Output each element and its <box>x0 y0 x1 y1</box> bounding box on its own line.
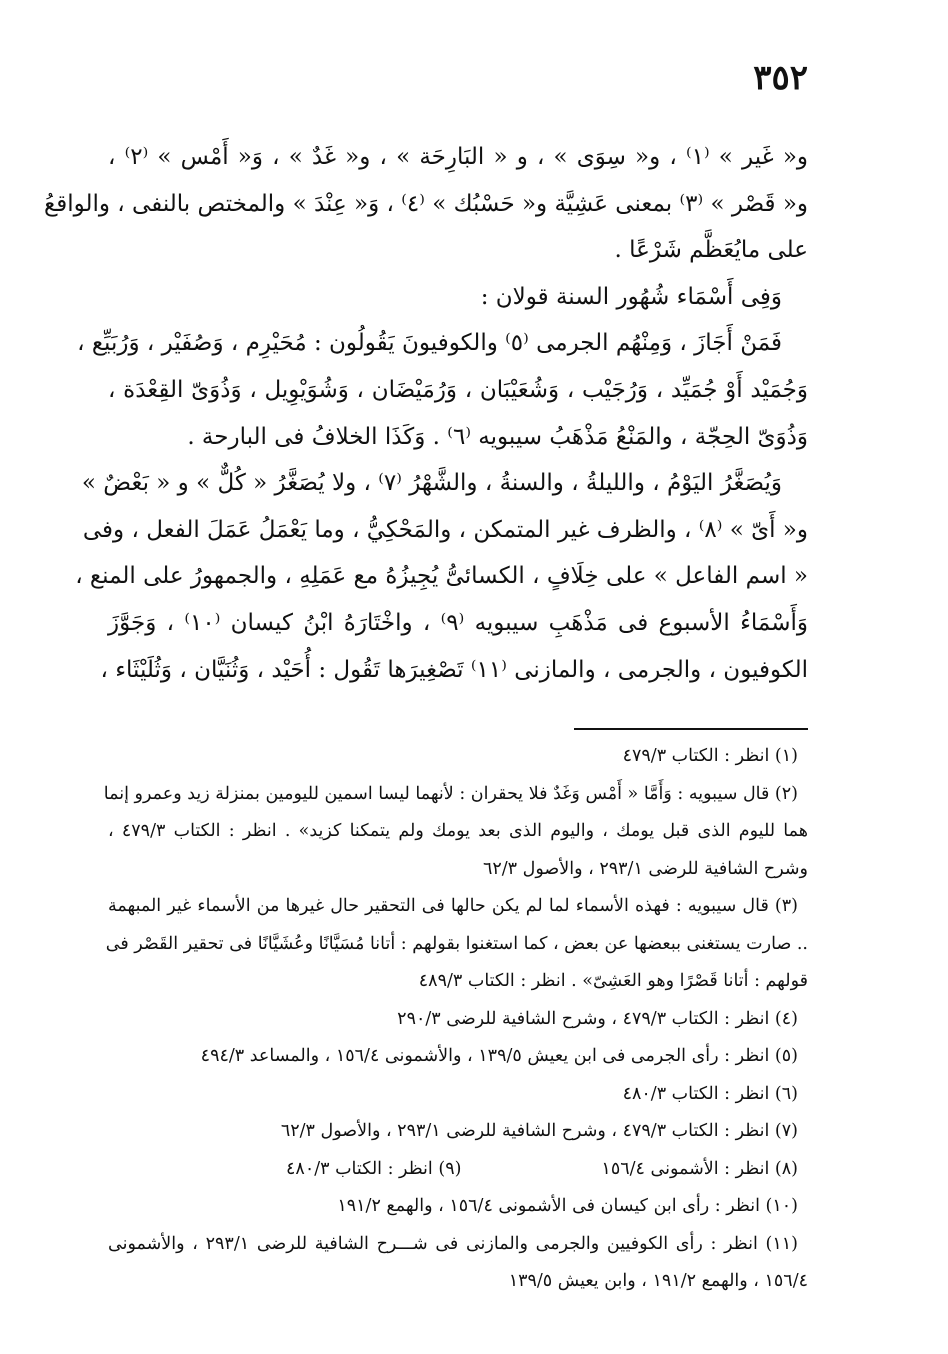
footnote: (٦) انظر : الكتاب ٤٨٠/٣ <box>622 1083 798 1104</box>
text-line: الكوفيون ، والجرمى ، والمازنى ⁽١١⁾ تَصْغِيرَها تَقُول : أُحَيْد ، وَثُنَيَّان ، وَثُلَيْثَاء ، <box>100 656 808 683</box>
footnote: (٧) انظر : الكتاب ٤٧٩/٣ ، وشرح الشافية للرضى ٢٩٣/١ ، والأصول ٦٢/٣ <box>280 1121 798 1141</box>
footnote-continuation: .. صارت يستغنى ببعضها عن بعض ، كما استغنوا بقولهم : أتانا مُسَيَّانًا وعُشَيَّانًا فى تحقير القَصْر فى <box>105 933 808 954</box>
main-text <box>43 134 808 693</box>
footnote-divider <box>574 728 808 730</box>
text-line: وَجُمَيْد أَوْ جُمَيِّد ، وَرُجَيْب ، وَشُعَيْبَان ، وَرُمَيْضَان ، وَشُوَيْوِيل ، وَذُوَىّ القِعْدَة ، <box>108 376 808 403</box>
footnote-continuation: ١٥٦/٤ ، والهمع ١٩١/٢ ، وابن يعيش ١٣٩/٥ <box>508 1271 808 1291</box>
text-line: وَفِى أَسْمَاء شُهُور السنة قولان : <box>480 283 782 310</box>
footnote: (٩) انظر : الكتاب ٤٨٠/٣ <box>286 1158 462 1179</box>
footnote-pair <box>108 1151 808 1189</box>
text-line: « اسم الفاعل » على خِلَافٍ ، الكسائىُّ يُجِيزُهُ مع عَمَلِهِ ، والجمهورُ على المنع ، <box>75 563 808 590</box>
footnote: (١٠) انظر : رأى ابن كيسان فى الأشمونى ١٥٦/٤ ، والهمع ١٩١/٢ <box>337 1196 798 1216</box>
page-number: ٣٥٢ <box>753 58 808 98</box>
text-line: فَمَنْ أَجَازَ ، وَمِنْهُم الجرمى ⁽٥⁾ والكوفيونَ يَقُولُون : مُحَيْرِم ، وَصُفَيْر ، وَرُبَيِّع ، <box>77 330 782 357</box>
footnote: (٨) انظر : الأشمونى ١٥٦/٤ <box>601 1158 798 1179</box>
footnote: (٥) انظر : رأى الجرمى فى ابن يعيش ١٣٩/٥ ، والأشمونى ١٥٦/٤ ، والمساعد ٤٩٤/٣ <box>200 1046 798 1066</box>
text-line: وَذُوَىّ الحِجّة ، والمَنْعُ مَذْهَبُ سيبويه ⁽٦⁾ . وَكَذَا الخلافُ فى البارحة . <box>187 423 808 450</box>
footnote-continuation: وشرح الشافية للرضى ٢٩٣/١ ، والأصول ٦٢/٣ <box>482 858 808 879</box>
text-line: وَأَسْمَاءُ الأسبوع فى مَذْهَبِ سيبويه ⁽٩⁾ ، واخْتَارَهُ ابْنُ كيسان ⁽١٠⁾ ، وَجَوَّزَ <box>108 609 808 636</box>
footnote: (١١) انظر : رأى الكوفيين والجرمى والمازنى فى شـــرح الشافية للرضى ٢٩٣/١ ، والأشمونى <box>108 1233 798 1254</box>
text-line: و« قَصْر » ⁽٣⁾ بمعنى عَشِيَّة و« حَسْبُك » ⁽٤⁾ ، وَ« عِنْدَ » والمختص بالنفى ، والواقعُ <box>43 190 808 217</box>
text-line: وَيُصَغَّرُ اليَوْمُ ، والليلةُ ، والسنةُ ، والشَّهْرُ ⁽٧⁾ ، ولا يُصَغَّرُ « كُلٌّ » و « بَعْضٌ » <box>81 470 782 497</box>
text-line: على مايُعَظَّم شَرْعًا . <box>614 237 808 264</box>
footnote: (٢) قال سيبويه : وَأَمَّا « أَمْس وَغَدٌ فلا يحقران : لأنهما ليسا اسمين لليومين بمنزلة زيد وعمرو إنما <box>103 783 798 804</box>
footnote: (٤) انظر : الكتاب ٤٧٩/٣ ، وشرح الشافية للرضى ٢٩٠/٣ <box>397 1008 798 1029</box>
footnotes <box>103 738 808 1301</box>
footnote: (١) انظر : الكتاب ٤٧٩/٣ <box>622 746 798 766</box>
text-line: و« أَىّ » ⁽٨⁾ ، والظرف غير المتمكن ، والمَحْكِيُّ ، وما يَعْمَلُ عَمَلَ الفعل ، وفى <box>82 516 808 543</box>
footnote-continuation: هما لليوم الذى قبل يومك ، واليوم الذى بعد يومك ولم يتمكنا كزيد» . انظر : الكتاب ٤٧٩/٣ ، <box>108 821 808 841</box>
footnote-continuation: قولهم : أتانا قَصْرًا وهو العَشِىّ» . انظر : الكتاب ٤٨٩/٣ <box>418 971 808 991</box>
footnote: (٣) قال سيبويه : فهذه الأسماء لما لم يكن حالها فى التحقير حال غيرها من الأسماء غير المبهمة <box>108 896 798 916</box>
text-line: و« غَير » ⁽١⁾ ، و« سِوَى » ، و « البَارِحَة » ، و« غَدٌ » ، وَ« أَمْس » ⁽٢⁾ ، <box>108 144 808 170</box>
